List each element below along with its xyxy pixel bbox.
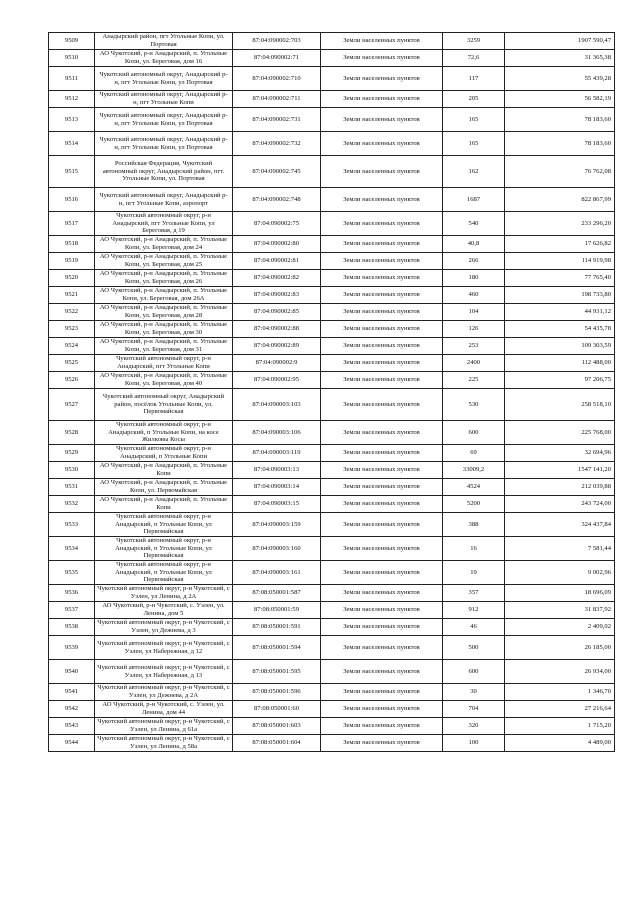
area-cell: 72,6	[443, 50, 505, 67]
address-cell: АО Чукотский, р-н Анадырский, п. Угольные Копи, ул. Береговая, дом 26А	[95, 287, 233, 304]
row-number: 9511	[49, 67, 95, 91]
cadastral-number-cell: 87:04:090002:81	[233, 253, 321, 270]
cadastral-value-cell: 4 489,00	[505, 735, 615, 752]
table-row	[49, 445, 615, 462]
row-number: 9534	[49, 537, 95, 561]
land-category-cell: Земли населенных пунктов	[321, 132, 443, 156]
table-row	[49, 389, 615, 421]
address-cell: Чукотский автономный округ, Анадырский р-н, пгт Угольные Копи	[95, 91, 233, 108]
row-number: 9538	[49, 619, 95, 636]
row-number: 9524	[49, 338, 95, 355]
cadastral-value-cell: 26 934,00	[505, 660, 615, 684]
cadastral-number-cell: 87:08:050001:594	[233, 636, 321, 660]
cadastral-value-cell: 27 216,64	[505, 701, 615, 718]
land-category-cell: Земли населенных пунктов	[321, 660, 443, 684]
address-cell: АО Чукотский, р-н Анадырский, п. Угольные Копи, ул. Береговая, дом 16	[95, 50, 233, 67]
address-cell: АО Чукотский, р-н Анадырский, п. Угольные Копи, ул. Береговая, дом 28	[95, 304, 233, 321]
address-cell: Российская Федерация, Чукотский автономный округ, Анадырский район, пгт. Угольные Копи, ул. Портовая	[95, 156, 233, 188]
row-number: 9513	[49, 108, 95, 132]
cadastral-value-cell: 9 002,96	[505, 561, 615, 585]
cadastral-number-cell: 87:04:090003:15	[233, 496, 321, 513]
cadastral-value-cell: 31 365,38	[505, 50, 615, 67]
table-row	[49, 91, 615, 108]
row-number: 9512	[49, 91, 95, 108]
cadastral-number-cell: 87:04:090003:159	[233, 513, 321, 537]
cadastral-number-cell: 87:08:050001:604	[233, 735, 321, 752]
land-category-cell: Земли населенных пунктов	[321, 50, 443, 67]
cadastral-value-cell: 76 762,08	[505, 156, 615, 188]
cadastral-value-cell: 17 626,82	[505, 236, 615, 253]
address-cell: Чукотский автономный округ, Анадырский р-н, пгт Угольные Копи, аэропорт	[95, 188, 233, 212]
cadastral-number-cell: 87:04:090003:14	[233, 479, 321, 496]
area-cell: 165	[443, 108, 505, 132]
land-category-cell: Земли населенных пунктов	[321, 718, 443, 735]
cadastral-number-cell: 87:04:090003:119	[233, 445, 321, 462]
address-cell: Чукотский автономный округ, р-н Анадырский, п Угольные Копи, ул Первомайская	[95, 561, 233, 585]
table-row	[49, 537, 615, 561]
area-cell: 500	[443, 636, 505, 660]
land-category-cell: Земли населенных пунктов	[321, 304, 443, 321]
area-cell: 600	[443, 660, 505, 684]
document-page	[48, 32, 614, 752]
area-cell: 69	[443, 445, 505, 462]
row-number: 9541	[49, 684, 95, 701]
row-number: 9520	[49, 270, 95, 287]
cadastral-number-cell: 87:04:090002:83	[233, 287, 321, 304]
table-row	[49, 355, 615, 372]
address-cell: Чукотский автономный округ, р-н Анадырский, п Угольные Копи, ул Первомайская	[95, 513, 233, 537]
area-cell: 126	[443, 321, 505, 338]
land-category-cell: Земли населенных пунктов	[321, 67, 443, 91]
cadastral-value-cell: 109 303,59	[505, 338, 615, 355]
cadastral-value-cell: 112 488,00	[505, 355, 615, 372]
cadastral-value-cell: 56 582,19	[505, 91, 615, 108]
table-row	[49, 619, 615, 636]
address-cell: Чукотский автономный округ, р-н Чукотский, с Уэлен, ул Ленина, д 61а	[95, 718, 233, 735]
area-cell: 320	[443, 718, 505, 735]
row-number: 9535	[49, 561, 95, 585]
cadastral-value-cell: 18 696,09	[505, 585, 615, 602]
area-cell: 357	[443, 585, 505, 602]
address-cell: Чукотский автономный округ, р-н Чукотский, с Уэлен, ул Дежнева, д 3	[95, 619, 233, 636]
table-row	[49, 372, 615, 389]
address-cell: Чукотский автономный округ, р-н Чукотский, с Уэлен, ул Набережная, д 12	[95, 636, 233, 660]
table-row	[49, 132, 615, 156]
area-cell: 104	[443, 304, 505, 321]
address-cell: Чукотский автономный округ, р-н Анадырский, п Угольные Копи, на косе Жилковы Косы	[95, 421, 233, 445]
address-cell: АО Чукотский, р-н Анадырский, п. Угольные Копи, ул. Береговая, дом 24	[95, 236, 233, 253]
land-category-cell: Земли населенных пунктов	[321, 445, 443, 462]
table-row	[49, 602, 615, 619]
cadastral-number-cell: 87:04:090002:703	[233, 33, 321, 50]
land-category-cell: Земли населенных пунктов	[321, 253, 443, 270]
land-category-cell: Земли населенных пунктов	[321, 496, 443, 513]
area-cell: 19	[443, 561, 505, 585]
area-cell: 180	[443, 270, 505, 287]
area-cell: 530	[443, 389, 505, 421]
table-row	[49, 156, 615, 188]
cadastral-value-cell: 243 724,00	[505, 496, 615, 513]
address-cell: АО Чукотский, р-н Анадырский, п. Угольные Копи, ул. Береговая, дом 40	[95, 372, 233, 389]
row-number: 9523	[49, 321, 95, 338]
cadastral-number-cell: 87:04:090002:748	[233, 188, 321, 212]
cadastral-value-cell: 7 581,44	[505, 537, 615, 561]
land-category-cell: Земли населенных пунктов	[321, 735, 443, 752]
cadastral-number-cell: 87:04:090002:80	[233, 236, 321, 253]
area-cell: 117	[443, 67, 505, 91]
address-cell: АО Чукотский, р-н Чукотский, с. Уэлен, ул. Ленина, дом 44	[95, 701, 233, 718]
table-row	[49, 735, 615, 752]
row-number: 9521	[49, 287, 95, 304]
area-cell: 165	[443, 132, 505, 156]
address-cell: Чукотский автономный округ, р-н Чукотский, с Уэлен, ул Дежнева, д 2А	[95, 684, 233, 701]
row-number: 9525	[49, 355, 95, 372]
row-number: 9527	[49, 389, 95, 421]
cadastral-value-cell: 78 183,60	[505, 108, 615, 132]
cadastral-number-cell: 87:04:090002:95	[233, 372, 321, 389]
cadastral-number-cell: 87:04:090003:161	[233, 561, 321, 585]
land-category-cell: Земли населенных пунктов	[321, 91, 443, 108]
area-cell: 225	[443, 372, 505, 389]
land-category-cell: Земли населенных пунктов	[321, 619, 443, 636]
land-category-cell: Земли населенных пунктов	[321, 462, 443, 479]
cadastral-value-cell: 212 039,88	[505, 479, 615, 496]
table-row	[49, 304, 615, 321]
cadastral-value-cell: 114 919,98	[505, 253, 615, 270]
land-category-cell: Земли населенных пунктов	[321, 156, 443, 188]
area-cell: 30	[443, 684, 505, 701]
table-row	[49, 684, 615, 701]
row-number: 9543	[49, 718, 95, 735]
cadastral-number-cell: 87:08:050001:59	[233, 602, 321, 619]
cadastral-number-cell: 87:04:090002:9	[233, 355, 321, 372]
cadastral-value-cell: 225 768,00	[505, 421, 615, 445]
address-cell: Чукотский автономный округ, р-н Чукотский, с Уэлен, ул Набережная, д 13	[95, 660, 233, 684]
table-row	[49, 462, 615, 479]
cadastral-value-cell: 324 437,84	[505, 513, 615, 537]
address-cell: Чукотский автономный округ, Анадырский р-н, пгт Угольные Копи, ул Портовая	[95, 67, 233, 91]
cadastral-number-cell: 87:04:090002:731	[233, 108, 321, 132]
land-category-cell: Земли населенных пунктов	[321, 338, 443, 355]
address-cell: Чукотский автономный округ, р-н Анадырский, п Угольные Копи, ул Первомайская	[95, 537, 233, 561]
land-category-cell: Земли населенных пунктов	[321, 561, 443, 585]
area-cell: 100	[443, 735, 505, 752]
table-row	[49, 421, 615, 445]
row-number: 9515	[49, 156, 95, 188]
table-row	[49, 479, 615, 496]
table-row	[49, 561, 615, 585]
land-category-cell: Земли населенных пунктов	[321, 389, 443, 421]
cadastral-value-cell: 77 765,40	[505, 270, 615, 287]
row-number: 9539	[49, 636, 95, 660]
land-category-cell: Земли населенных пунктов	[321, 513, 443, 537]
area-cell: 16	[443, 537, 505, 561]
row-number: 9536	[49, 585, 95, 602]
land-category-cell: Земли населенных пунктов	[321, 188, 443, 212]
cadastral-number-cell: 87:04:090002:745	[233, 156, 321, 188]
cadastral-number-cell: 87:04:090003:103	[233, 389, 321, 421]
row-number: 9517	[49, 212, 95, 236]
cadastral-value-cell: 55 439,28	[505, 67, 615, 91]
cadastral-number-cell: 87:08:050001:60	[233, 701, 321, 718]
area-cell: 5200	[443, 496, 505, 513]
cadastral-value-cell: 32 694,96	[505, 445, 615, 462]
land-category-cell: Земли населенных пунктов	[321, 684, 443, 701]
land-category-cell: Земли населенных пунктов	[321, 537, 443, 561]
land-category-cell: Земли населенных пунктов	[321, 421, 443, 445]
cadastral-value-cell: 54 435,78	[505, 321, 615, 338]
row-number: 9526	[49, 372, 95, 389]
cadastral-number-cell: 87:08:050001:596	[233, 684, 321, 701]
row-number: 9533	[49, 513, 95, 537]
area-cell: 2400	[443, 355, 505, 372]
area-cell: 540	[443, 212, 505, 236]
area-cell: 266	[443, 253, 505, 270]
table-row	[49, 108, 615, 132]
land-plots-table	[48, 32, 615, 752]
address-cell: АО Чукотский, р-н Анадырский, п. Угольные Копи	[95, 462, 233, 479]
address-cell: Чукотский автономный округ, Анадырский р-н, пгт Угольные Копи, ул Портовая	[95, 108, 233, 132]
cadastral-number-cell: 87:08:050001:595	[233, 660, 321, 684]
cadastral-number-cell: 87:04:090002:75	[233, 212, 321, 236]
row-number: 9510	[49, 50, 95, 67]
table-row	[49, 585, 615, 602]
land-category-cell: Земли населенных пунктов	[321, 355, 443, 372]
row-number: 9529	[49, 445, 95, 462]
address-cell: Чукотский автономный округ, р-н Анадырский, пгт Угольные Копи, ул Береговая, д 19	[95, 212, 233, 236]
address-cell: Чукотский автономный округ, Анадырский район, посёлок Угольные Копи, ул. Первомайская	[95, 389, 233, 421]
cadastral-value-cell: 1 715,20	[505, 718, 615, 735]
table-row	[49, 338, 615, 355]
area-cell: 205	[443, 91, 505, 108]
land-category-cell: Земли населенных пунктов	[321, 585, 443, 602]
land-category-cell: Земли населенных пунктов	[321, 287, 443, 304]
land-category-cell: Земли населенных пунктов	[321, 108, 443, 132]
area-cell: 253	[443, 338, 505, 355]
land-category-cell: Земли населенных пунктов	[321, 212, 443, 236]
row-number: 9516	[49, 188, 95, 212]
cadastral-number-cell: 87:04:090002:71	[233, 50, 321, 67]
land-category-cell: Земли населенных пунктов	[321, 701, 443, 718]
cadastral-value-cell: 78 183,60	[505, 132, 615, 156]
cadastral-value-cell: 97 206,75	[505, 372, 615, 389]
land-category-cell: Земли населенных пунктов	[321, 236, 443, 253]
address-cell: АО Чукотский, р-н Анадырский, п. Угольные Копи, ул. Первомайская	[95, 479, 233, 496]
land-category-cell: Земли населенных пунктов	[321, 479, 443, 496]
address-cell: АО Чукотский, р-н Анадырский, п. Угольные Копи, ул. Береговая, дом 25	[95, 253, 233, 270]
row-number: 9530	[49, 462, 95, 479]
area-cell: 33009,2	[443, 462, 505, 479]
table-row	[49, 636, 615, 660]
cadastral-number-cell: 87:04:090002:732	[233, 132, 321, 156]
address-cell: АО Чукотский, р-н Анадырский, п. Угольные Копи, ул. Береговая, дом 26	[95, 270, 233, 287]
area-cell: 162	[443, 156, 505, 188]
address-cell: АО Чукотский, р-н Анадырский, п. Угольные Копи	[95, 496, 233, 513]
area-cell: 600	[443, 421, 505, 445]
row-number: 9522	[49, 304, 95, 321]
table-row	[49, 496, 615, 513]
land-category-cell: Земли населенных пунктов	[321, 372, 443, 389]
land-category-cell: Земли населенных пунктов	[321, 602, 443, 619]
area-cell: 1687	[443, 188, 505, 212]
area-cell: 40,8	[443, 236, 505, 253]
table-row	[49, 270, 615, 287]
row-number: 9537	[49, 602, 95, 619]
row-number: 9528	[49, 421, 95, 445]
area-cell: 388	[443, 513, 505, 537]
table-row	[49, 212, 615, 236]
row-number: 9518	[49, 236, 95, 253]
address-cell: Чукотский автономный округ, р-н Анадырский, пгт Угольные Копи	[95, 355, 233, 372]
address-cell: Чукотский автономный округ, р-н Чукотский, с Уэлен, ул Ленина, д 58а	[95, 735, 233, 752]
cadastral-number-cell: 87:04:090002:82	[233, 270, 321, 287]
cadastral-number-cell: 87:04:090003:160	[233, 537, 321, 561]
cadastral-value-cell: 31 837,92	[505, 602, 615, 619]
row-number: 9542	[49, 701, 95, 718]
table-row	[49, 236, 615, 253]
table-body	[49, 33, 615, 752]
row-number: 9544	[49, 735, 95, 752]
cadastral-number-cell: 87:04:090002:710	[233, 67, 321, 91]
cadastral-value-cell: 822 867,99	[505, 188, 615, 212]
address-cell: Чукотский автономный округ, р-н Анадырский, п Угольные Копи	[95, 445, 233, 462]
cadastral-value-cell: 1 346,70	[505, 684, 615, 701]
address-cell: АО Чукотский, р-н Анадырский, п. Угольные Копи, ул. Береговая, дом 31	[95, 338, 233, 355]
cadastral-value-cell: 198 733,80	[505, 287, 615, 304]
cadastral-value-cell: 258 518,10	[505, 389, 615, 421]
table-row	[49, 188, 615, 212]
cadastral-number-cell: 87:04:090003:106	[233, 421, 321, 445]
row-number: 9514	[49, 132, 95, 156]
table-row	[49, 513, 615, 537]
table-row	[49, 253, 615, 270]
address-cell: АО Чукотский, р-н Чукотский, с. Уэлен, ул. Ленина, дом 5	[95, 602, 233, 619]
cadastral-number-cell: 87:04:090002:89	[233, 338, 321, 355]
area-cell: 460	[443, 287, 505, 304]
cadastral-value-cell: 26 185,00	[505, 636, 615, 660]
address-cell: Чукотский автономный округ, Анадырский р-н, пгт Угольные Копи, ул Портовая	[95, 132, 233, 156]
cadastral-value-cell: 2 409,02	[505, 619, 615, 636]
table-row	[49, 701, 615, 718]
area-cell: 704	[443, 701, 505, 718]
address-cell: АО Чукотский, р-н Анадырский, п. Угольные Копи, ул. Береговая, дом 30	[95, 321, 233, 338]
table-row	[49, 287, 615, 304]
area-cell: 912	[443, 602, 505, 619]
row-number: 9540	[49, 660, 95, 684]
cadastral-number-cell: 87:08:050001:587	[233, 585, 321, 602]
land-category-cell: Земли населенных пунктов	[321, 270, 443, 287]
cadastral-value-cell: 1547 141,20	[505, 462, 615, 479]
table-row	[49, 50, 615, 67]
address-cell: Чукотский автономный округ, р-н Чукотский, с Уэлен, ул Ленина, д 2А	[95, 585, 233, 602]
address-cell: Анадырский район, пгт Угольные Копи, ул. Портовая	[95, 33, 233, 50]
table-row	[49, 660, 615, 684]
land-category-cell: Земли населенных пунктов	[321, 321, 443, 338]
cadastral-value-cell: 233 296,20	[505, 212, 615, 236]
row-number: 9531	[49, 479, 95, 496]
table-row	[49, 33, 615, 50]
land-category-cell: Земли населенных пунктов	[321, 636, 443, 660]
cadastral-number-cell: 87:08:050001:603	[233, 718, 321, 735]
row-number: 9519	[49, 253, 95, 270]
cadastral-number-cell: 87:04:090003:13	[233, 462, 321, 479]
table-row	[49, 321, 615, 338]
cadastral-number-cell: 87:04:090002:85	[233, 304, 321, 321]
table-row	[49, 718, 615, 735]
area-cell: 3259	[443, 33, 505, 50]
area-cell: 46	[443, 619, 505, 636]
cadastral-number-cell: 87:04:090002:711	[233, 91, 321, 108]
cadastral-value-cell: 1907 590,47	[505, 33, 615, 50]
cadastral-value-cell: 44 931,12	[505, 304, 615, 321]
area-cell: 4524	[443, 479, 505, 496]
cadastral-number-cell: 87:08:050001:591	[233, 619, 321, 636]
row-number: 9532	[49, 496, 95, 513]
land-category-cell: Земли населенных пунктов	[321, 33, 443, 50]
row-number: 9509	[49, 33, 95, 50]
table-row	[49, 67, 615, 91]
cadastral-number-cell: 87:04:090002:88	[233, 321, 321, 338]
